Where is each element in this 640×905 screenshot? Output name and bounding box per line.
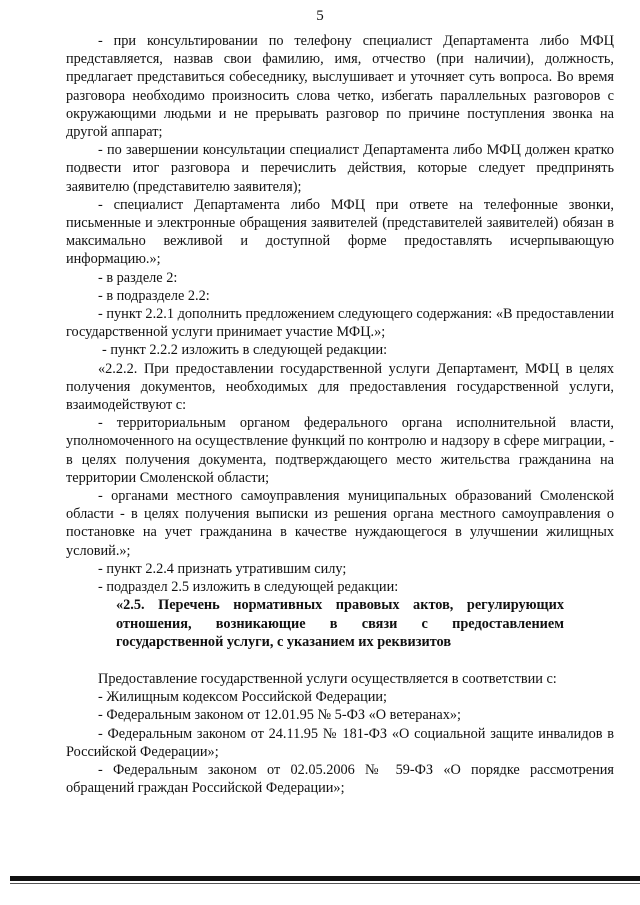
section-heading: «2.5. Перечень нормативных правовых актов, регулирующих отношения, возникающие в связи с предоставлением государственной услуги, с указанием их реквизитов (116, 597, 564, 650)
paragraph: - подраздел 2.5 изложить в следующей редакции: (98, 579, 399, 596)
paragraph: - в разделе 2: (98, 269, 178, 286)
page-number: 5 (316, 8, 324, 24)
paragraph: - специалист Департамента либо МФЦ при ответе на телефонные звонки, письменные и электронные обращения заявителей (представителей заявителей) обязан в максимально вежливой и доступной форме предоставлять исчерпывающую информацию.»; (66, 196, 614, 268)
paragraph: - Федеральным законом от 02.05.2006 № 59-ФЗ «О порядке рассмотрения обращений граждан Российской Федерации»; (66, 761, 614, 797)
document-body (66, 32, 614, 797)
paragraph: Предоставление государственной услуги осуществляется в соответствии с: (98, 670, 557, 687)
paragraph: - пункт 2.2.1 дополнить предложением следующего содержания: «В предоставлении государственной услуги принимает участие МФЦ.»; (66, 306, 614, 341)
paragraph: - при консультировании по телефону специалист Департамента либо МФЦ представляется, назвав свои фамилию, имя, отчество (при наличии), должность, предлагает представиться собеседнику, выслушивает и уточняет суть вопроса. Во время разговора необходимо произносить слова четко, избегать параллельных разговоров с окружающими людьми и не прерывать разговор по причине поступления звонка на другой аппарат; (66, 33, 614, 141)
bottom-scan-border-thin (10, 883, 640, 884)
bottom-scan-border (10, 876, 640, 881)
paragraph: - пункт 2.2.2 изложить в следующей редакции: (102, 342, 388, 359)
paragraph: - органами местного самоуправления муниципальных образований Смоленской области - в целях получения выписки из решения органа местного самоуправления о постановке на учет гражданина в качестве нуждающегося в улучшении жилищных условий.»; (66, 488, 614, 559)
paragraph: «2.2.2. При предоставлении государственной услуги Департамент, МФЦ в целях получения документов, необходимых для предоставления государственной услуги, взаимодействуют с: (66, 360, 614, 414)
paragraph: - по завершении консультации специалист Департамента либо МФЦ должен кратко подвести итог разговора и перечислить действия, которые следует предпринять заявителю (представителю заявителя); (66, 142, 614, 195)
paragraph: - пункт 2.2.4 признать утратившим силу; (98, 560, 347, 577)
paragraph: - Федеральным законом от 12.01.95 № 5-ФЗ «О ветеранах»; (98, 707, 462, 724)
paragraph: - в подразделе 2.2: (98, 287, 210, 304)
paragraph: - Жилищным кодексом Российской Федерации; (98, 689, 388, 706)
spacer (66, 651, 614, 670)
paragraph: - Федеральным законом от 24.11.95 № 181-ФЗ «О социальной защите инвалидов в Российской Федерации»; (66, 725, 614, 760)
paragraph: - территориальным органом федерального органа исполнительной власти, уполномоченного на осуществление функций по контролю и надзору в сфере миграции, - в целях получения документа, подтверждающего место жительства гражданина на территории Смоленской области; (66, 415, 614, 486)
